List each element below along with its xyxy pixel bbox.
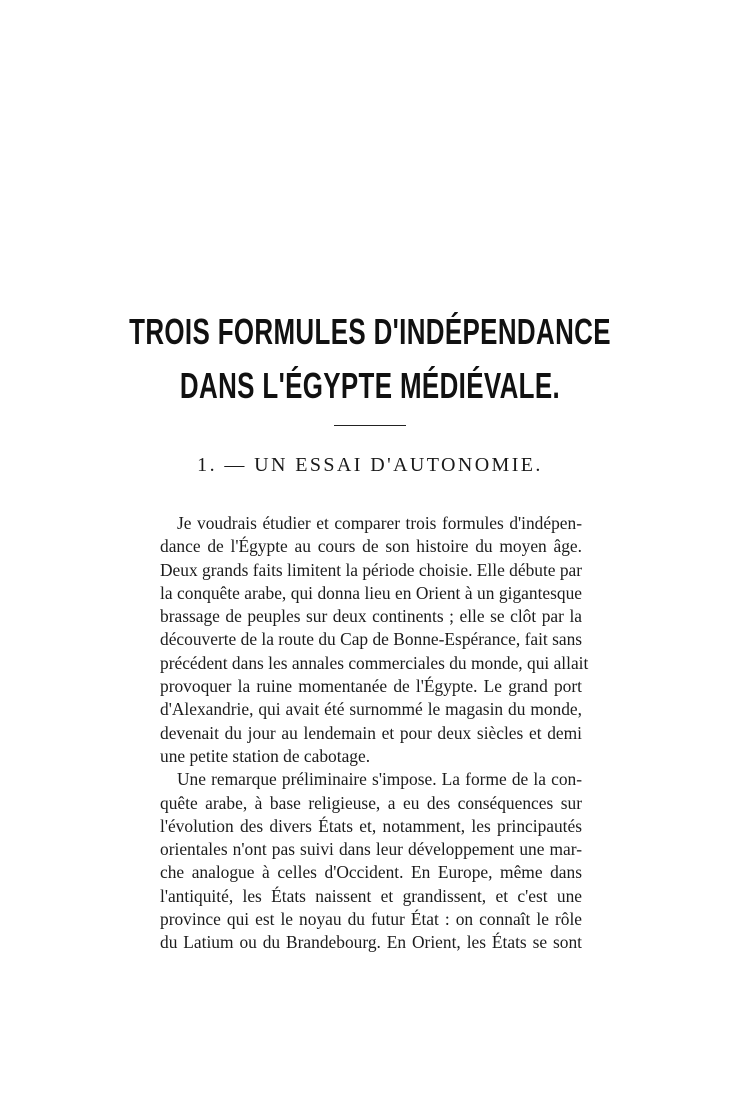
text-line: la conquête arabe, qui donna lieu en Orient à un gigantesque bbox=[160, 582, 582, 603]
text-line: brassage de peuples sur deux continents ; elle se clôt par la bbox=[160, 606, 582, 627]
title-line-1: TROIS FORMULES D'INDÉPENDANCE bbox=[129, 311, 611, 352]
title-line-2: DANS L'ÉGYPTE MÉDIÉVALE. bbox=[179, 365, 561, 406]
text-line: provoquer la ruine momentanée de l'Égypte. Le grand port bbox=[160, 676, 582, 697]
text-line: du Latium ou du Brandebourg. En Orient, les États se sont bbox=[160, 932, 582, 953]
text-line: Deux grands faits limitent la période choisie. Elle débute par bbox=[160, 559, 583, 580]
text-line: quête arabe, à base religieuse, a eu des conséquences sur bbox=[160, 792, 582, 813]
section-heading: 1. — UN ESSAI D'AUTONOMIE. bbox=[197, 454, 543, 476]
title-divider bbox=[334, 425, 406, 426]
article-title bbox=[0, 305, 740, 413]
text-line: d'Alexandrie, qui avait été surnommé le magasin du monde, bbox=[160, 699, 582, 720]
text-line: dance de l'Égypte au cours de son histoire du moyen âge. bbox=[160, 536, 582, 557]
text-line: une petite station de cabotage. bbox=[160, 745, 371, 766]
text-line: l'évolution des divers États et, notamment, les principautés bbox=[160, 815, 582, 836]
text-line: Une remarque préliminaire s'impose. La forme de la con- bbox=[177, 769, 582, 790]
text-line: devenait du jour au lendemain et pour deux siècles et demi bbox=[160, 722, 582, 743]
text-line: che analogue à celles d'Occident. En Europe, même dans bbox=[160, 862, 582, 883]
text-line: l'antiquité, les États naissent et grandissent, et c'est une bbox=[160, 885, 582, 906]
text-line: orientales n'ont pas suivi dans leur développement une mar- bbox=[160, 839, 582, 860]
text-line: Je voudrais étudier et comparer trois formules d'indépen- bbox=[177, 513, 582, 533]
text-line: découverte de la route du Cap de Bonne-Espérance, fait sans bbox=[160, 629, 583, 650]
body-text bbox=[160, 512, 589, 955]
text-line: précédent dans les annales commerciales du monde, qui allait bbox=[160, 652, 589, 673]
text-line: province qui est le noyau du futur État : on connaît le rôle bbox=[160, 909, 582, 930]
